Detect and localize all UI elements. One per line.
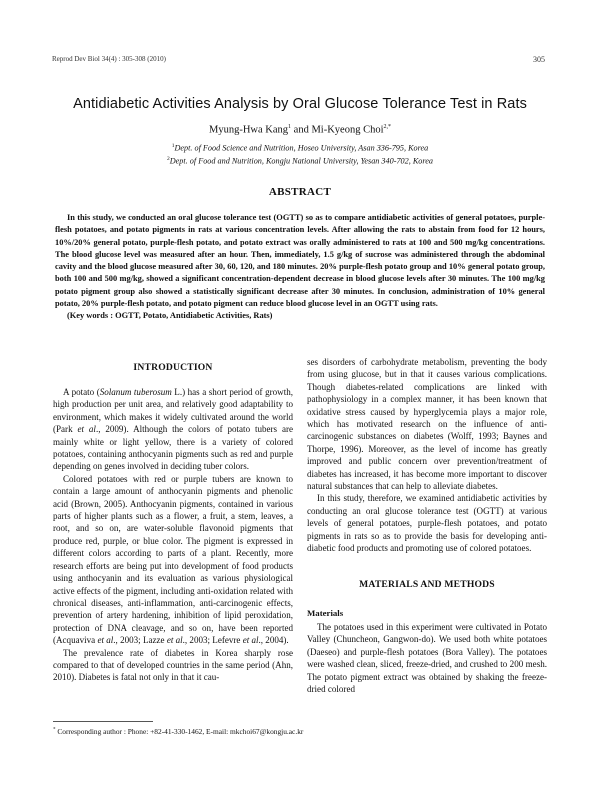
affiliation-mark: 2,* xyxy=(383,124,391,130)
paragraph: ses disorders of carbohydrate metabolism, preventing the body from using glucose, but in that it causes various complications. Though diabetes-related complications are linked with pathophysiology in a complex manner, it has been known that oxidative stress caused by hyperglycemia plays a major role, which has motivated research on the influence of anti-carcinogenic substances on diabetes (Wolff, 1993; Baynes and Thorpe, 1996). Moreover, as the level of income has greatly improved and public concern over prevention/treatment of diabetes has increased, it has become more important to discover natural substances that can help to alleviate diabetes. xyxy=(307,357,547,492)
abstract-heading: ABSTRACT xyxy=(268,186,332,198)
text-run: L.) has a short period of growth, high production per unit area, and relatively good adaptability to environment, which makes it widely cultivated around the world (Park xyxy=(53,387,293,435)
abstract-body: In this study, we conducted an oral glucose tolerance test (OGTT) so as to compare antidiabetic activities of general potatoes, purple-flesh potatoes, and potato pigments in rats at various concentration levels. After allowing the rats to abstain from food for 12 hours, 10%/20% general potato, purple-flesh potato, and potato extract was orally administered to rats at 100 and 500 mg/kg concentrations. The blood glucose level was measured after an hour. Then, immediately, 1.5 g/kg of sucrose was administered through the abdominal cavity and the blood glucose measured after 30, 60, 120, and 180 minutes. 20% purple-flesh potato group and 10% general potato group, both 100 and 500 mg/kg, showed a significant concentration-dependent decrease in blood glucose levels after 30 minutes. The 100 mg/kg potato pigment group also showed a statistically significant decrease after 30 minutes. In conclusion, administration of 10% general potato, 20% purple-flesh potato, and potato pigment can reduce blood glucose level in an OGTT using rats. xyxy=(55,213,545,309)
text-run: Colored potatoes with red or purple tubers are known to contain a large amount of anthocyanin pigments and phenolic acid (Brown, 2005). Anthocyanin pigments, contained in various parts of higher plants such as a flower, a fruit, a stem, leaves, a root, and so on, are water-soluble flavonoid pigments that produce red, purple, or blue color. The pigment is expressed in different colors according to parts of a plant. Recently, more research efforts are being put into development of food products using anthocyanin and its evaluation as various physiological active effects of the pigment, including anti-oxidation related with chronical diseases, anti-inflammation, anti-carcinogenic effects, prevention of artery hardening, inhibition of lipid peroxidation, protection of DNA cleavage, and so on, have been reported (Acquaviva xyxy=(53,473,293,646)
citation-etal: et al xyxy=(97,635,114,646)
text-run: A potato ( xyxy=(63,387,100,397)
section-heading-materials-methods: MATERIALS AND METHODS xyxy=(359,578,495,590)
affiliation-text: Dept. of Food and Nutrition, Kongju National University, Yesan 340-702, Korea xyxy=(169,156,433,166)
footnote-text: Corresponding author : Phone: +82-41-330-1462, E-mail: mkchoi67@kongju.ac.kr xyxy=(55,727,304,736)
text-run: ., 2009). Although the colors of potato tubers are mainly white or light yellow, there is a variety of colored potatoes, containing anthocyanin pigments such as red and purple depending on genes involved in deciding tuber colors. xyxy=(53,424,294,472)
text-run: ., 2003; Lefevre xyxy=(182,635,243,646)
affiliation-mark: 2 xyxy=(167,156,170,162)
paragraph: In this study, therefore, we examined antidiabetic activities by conducting an oral glucose tolerance test (OGTT) at various levels of general potatoes, purple-flesh potatoes, and potato pigments in rats so as to provide the basis for developing anti-diabetic food products and promoting use of colored potatoes. xyxy=(307,493,547,554)
text-run: ., 2004). xyxy=(258,635,289,646)
species-name: Solanum tuberosum xyxy=(99,387,172,397)
citation-etal: et al xyxy=(77,424,96,435)
paragraph: The potatoes used in this experiment were cultivated in Potato Valley (Chuncheon, Gangwon-do). We used both white potatoes (Daeseo) and purple-flesh potatoes (Bora Valley). The potatoes were washed clean, sliced, freeze-dried, and crushed to 200 mesh. The potato pigment extract was obtained by shaking the freeze-dried colored xyxy=(307,621,547,694)
text-run: ., 2003; Lazze xyxy=(113,635,167,646)
author-name: Mi-Kyeong Choi xyxy=(311,124,384,136)
section-heading-introduction: INTRODUCTION xyxy=(133,362,213,373)
affiliation xyxy=(0,143,600,153)
running-header: Reprod Dev Biol 34(4) : 305-308 (2010) xyxy=(52,55,166,63)
paragraph xyxy=(53,386,293,473)
citation-etal: et al xyxy=(166,635,183,646)
citation-etal: et al xyxy=(242,635,259,646)
paragraph xyxy=(53,473,293,647)
affiliation-mark: 1 xyxy=(288,124,292,130)
keywords: (Key words : OGTT, Potato, Antidiabetic Activities, Rats) xyxy=(67,311,273,321)
subsection-heading-materials: Materials xyxy=(307,607,344,618)
paragraph: The prevalence rate of diabetes in Korea sharply rose compared to that of developed countries in the same period (Ahn, 2010). Diabetes is fatal not only in that it cau- xyxy=(53,647,293,683)
abstract xyxy=(55,212,545,323)
author-name: Myung-Hwa Kang xyxy=(209,124,289,136)
left-column xyxy=(53,356,293,684)
right-column xyxy=(307,356,547,695)
affiliation-text: Dept. of Food Science and Nutrition, Hoseo University, Asan 336-795, Korea xyxy=(174,143,429,153)
author-conjunction: and xyxy=(293,124,309,136)
affiliation-mark: 1 xyxy=(171,143,175,149)
author-line xyxy=(0,124,600,136)
page-number: 305 xyxy=(533,55,545,64)
footnote-mark: * xyxy=(53,727,56,733)
footnote xyxy=(53,727,303,736)
article-title: Antidiabetic Activities Analysis by Oral Glucose Tolerance Test in Rats xyxy=(73,96,527,112)
affiliation xyxy=(0,156,600,166)
footnote-divider xyxy=(53,721,153,722)
